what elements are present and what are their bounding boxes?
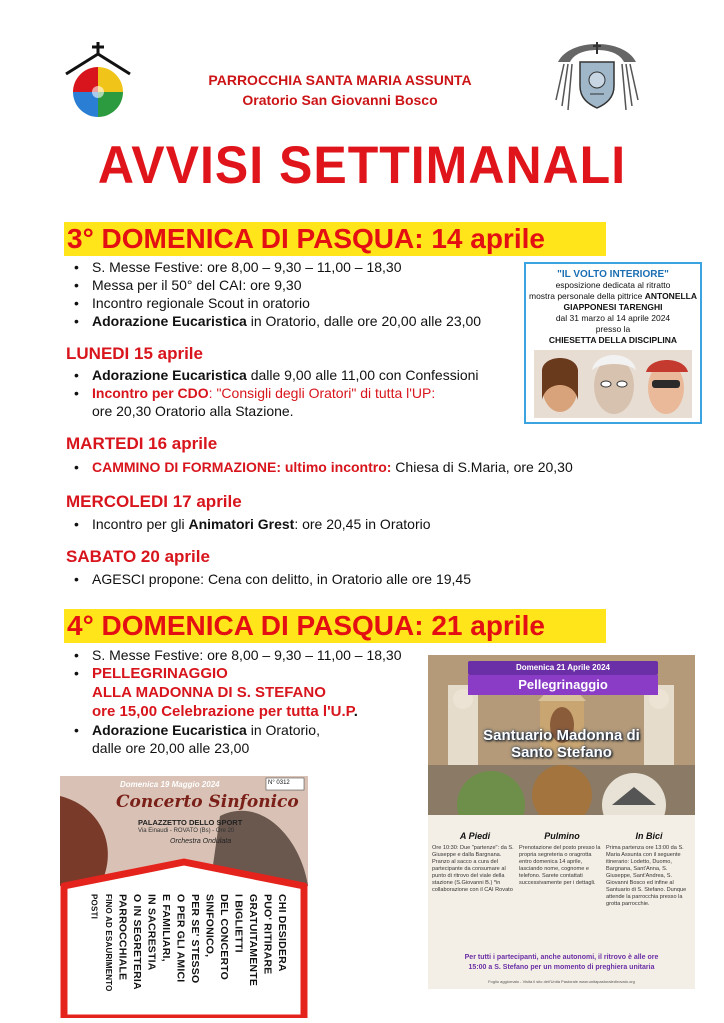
list-item: [66, 366, 526, 384]
poster-col-walk: [432, 831, 518, 894]
notice-line: FINO AD ESAURIMENTO: [104, 894, 113, 992]
item-text: S. Messe Festive: ore 8,00 – 9,30 – 11,00 – 18,30: [92, 259, 402, 275]
item-bold: Animatori Grest: [188, 516, 295, 532]
item-text: : ore 20,45 in Oratorio: [294, 516, 431, 532]
parish-header: [150, 70, 530, 110]
list-item: [66, 570, 666, 588]
concert-address: Via Einaudi - ROVATO (Bs) - Ore 20: [138, 828, 235, 834]
poster-col-bike: [606, 831, 692, 908]
tuesday-title: MARTEDI 16 aprile: [66, 434, 218, 453]
oratory-name: Oratorio San Giovanni Bosco: [242, 92, 438, 108]
exhibit-text: mostra personale della pittrice: [528, 291, 645, 301]
monday-title: LUNEDI 15 aprile: [66, 344, 203, 363]
list-item: [66, 384, 526, 420]
poster-footer-line: Per tutti i partecipanti, anche autonomi, il ritrovo è alle ore: [464, 954, 659, 961]
exhibit-box: [524, 262, 702, 424]
list-item: [66, 646, 426, 664]
exhibit-line: esposizione dedicata al ritratto: [555, 280, 671, 290]
poster-col-title: Pulmino: [544, 831, 580, 841]
concert-title: Concerto Sinfonico: [116, 792, 299, 812]
notice-line: O PER GLI AMICI: [174, 894, 187, 983]
item-text: Messa per il 50° del CAI: ore 9,30: [92, 277, 302, 293]
exhibit-venue: CHIESETTA DELLA DISCIPLINA: [548, 335, 678, 345]
list-item: [66, 312, 526, 330]
poster-col-title: In Bici: [635, 831, 663, 841]
poster-footer-line: 15:00 a S. Stefano per un momento di preghiera unitaria: [468, 964, 655, 971]
wednesday-title: MERCOLEDI 17 aprile: [66, 492, 242, 511]
exhibit-line: presso la: [595, 324, 631, 334]
item-bold: CAMMINO DI FORMAZIONE: ultimo incontro:: [92, 459, 392, 475]
item-text: : "Consigli degli Oratori" di tutta l'UP:: [208, 385, 436, 401]
notice-line: O IN SEGRETERIA: [131, 894, 143, 990]
exhibit-dates: dal 31 marzo al 14 aprile 2024: [555, 313, 671, 323]
poster-col-text: Prenotazione del posto presso la propria segreteria o oragrotta entro domenica 14 aprile, lasciando nome, cognome e telefono. Sarete contattati successivamente per i dettagli.: [519, 845, 601, 886]
bishop-coat-of-arms: [550, 40, 644, 112]
item-bold: Adorazione Eucaristica: [92, 722, 247, 738]
concert-date: Domenica 19 Maggio 2024: [120, 780, 220, 789]
poster-sanctuary: [428, 727, 695, 761]
item-bold: ALLA MADONNA DI S. STEFANO: [92, 684, 326, 701]
concert-ticket-number: N° 0312: [268, 780, 290, 786]
list-item: [66, 664, 426, 721]
item-text: S. Messe Festive: ore 8,00 – 9,30 – 11,00 – 18,30: [92, 647, 402, 663]
notice-line: PER SE' STESSO: [189, 894, 201, 984]
item-bold: Adorazione Eucaristica: [92, 367, 247, 383]
notice-line: PARROCCHIALE: [116, 894, 129, 981]
parish-logo: [62, 40, 134, 120]
concert-venue: PALAZZETTO DELLO SPORT: [138, 818, 243, 827]
pilgrimage-poster: [428, 655, 695, 989]
notice-line: GRATUITAMENTE: [247, 894, 259, 987]
exhibit-line: [526, 291, 700, 302]
tuesday-list: [66, 458, 666, 476]
poster-col-minibus: [519, 831, 605, 887]
item-text: ore 20,30 Oratorio alla Stazione.: [92, 403, 294, 419]
item-bold: Incontro per CDO: [92, 385, 209, 401]
notice-line: IN SACRESTIA: [145, 894, 158, 971]
item-text: dalle 9,00 alle 11,00 con Confessioni: [246, 367, 479, 383]
item-text: dalle ore 20,00 alle 23,00: [92, 740, 250, 756]
saturday-title: SABATO 20 aprile: [66, 547, 210, 566]
list-item: [66, 294, 526, 312]
poster-heading: Pellegrinaggio: [468, 675, 658, 695]
poster-sanctuary-line: Santuario Madonna di: [483, 727, 640, 744]
list-item: [66, 276, 526, 294]
item-text: in Oratorio, dalle ore 20,00 alle 23,00: [246, 313, 482, 329]
exhibit-artist: ANTONELLA: [644, 291, 698, 301]
page-title: AVVISI SETTIMANALI: [97, 135, 627, 195]
item-text: Incontro regionale Scout in oratorio: [92, 295, 310, 311]
list-item: [66, 515, 666, 533]
monday-list: [66, 366, 526, 420]
item-text: .: [353, 703, 358, 720]
exhibit-title: "IL VOLTO INTERIORE": [557, 269, 669, 280]
poster-col-text: Prima partenza ore 13:00 da S. Maria Assunta con il seguente itinerario: Lodetto, Duomo, Bargnana, Sant'Anna, S. Giuseppe, Sant'Andrea, S. Giovanni Bosco ed infine al Santuario di S. Stefano. Dunque attende la parrocchia presso la grotta parrocchie.: [606, 845, 687, 907]
item-text: Chiesa di S.Maria, ore 20,30: [391, 459, 573, 475]
notice-line: PUO' RITIRARE: [261, 894, 274, 975]
concert-ticket-notice: [80, 894, 290, 1014]
list-item: [66, 258, 526, 276]
sunday-2-list: [66, 646, 426, 757]
notice-line: E FAMILIARI,: [160, 894, 172, 962]
sunday-1-list: [66, 258, 526, 330]
poster-col-text: Ore 10:30: Due "partenze": da S. Giuseppe e dalla Bargnana. Pranzo al sacco a cura del partecipante da consumare al punto di ritrovo del viale della stazione (S.Giovanni B.) *in collaborazione con il CAI Rovato: [432, 845, 514, 893]
wednesday-list: [66, 515, 666, 533]
saturday-list: [66, 570, 666, 588]
item-text: in Oratorio,: [246, 722, 320, 738]
notice-line: DEL CONCERTO: [218, 894, 230, 981]
item-bold: Adorazione Eucaristica: [92, 313, 247, 329]
list-item: [66, 721, 426, 757]
notice-line: SINFONICO,: [203, 894, 216, 958]
item-bold: ore 15,00 Celebrazione per tutta l'U.P: [92, 703, 354, 720]
portraits-image: [534, 350, 692, 418]
poster-sanctuary-line: Santo Stefano: [511, 744, 612, 761]
sunday-2-title: 4° DOMENICA DI PASQUA: 21 aprile: [64, 609, 606, 643]
notice-line: CHI DESIDERA: [276, 894, 288, 972]
poster-footer: [432, 953, 691, 973]
list-item: [66, 458, 666, 476]
item-text: AGESCI propone: Cena con delitto, in Oratorio alle ore 19,45: [92, 571, 471, 587]
poster-columns: [428, 831, 695, 946]
poster-col-title: A Piedi: [459, 831, 491, 841]
notice-line: I BIGLIETTI: [232, 894, 245, 953]
notice-line: POSTI: [89, 894, 99, 920]
concert-ensemble: Orchestra Ondulata: [170, 838, 232, 845]
item-bold: PELLEGRINAGGIO: [92, 665, 228, 682]
item-text: Incontro per gli: [92, 516, 189, 532]
exhibit-artist-surname: GIAPPONESI TARENGHI: [563, 302, 663, 312]
parish-name: PARROCCHIA SANTA MARIA ASSUNTA: [208, 72, 472, 88]
poster-date: Domenica 21 Aprile 2024: [468, 661, 658, 675]
poster-fineprint: Foglio aggiornato - Visita il sito dell'Unità Pastorale www.unitapastoraledirovato.org: [488, 979, 635, 984]
sunday-1-title: 3° DOMENICA DI PASQUA: 14 aprile: [64, 222, 606, 256]
